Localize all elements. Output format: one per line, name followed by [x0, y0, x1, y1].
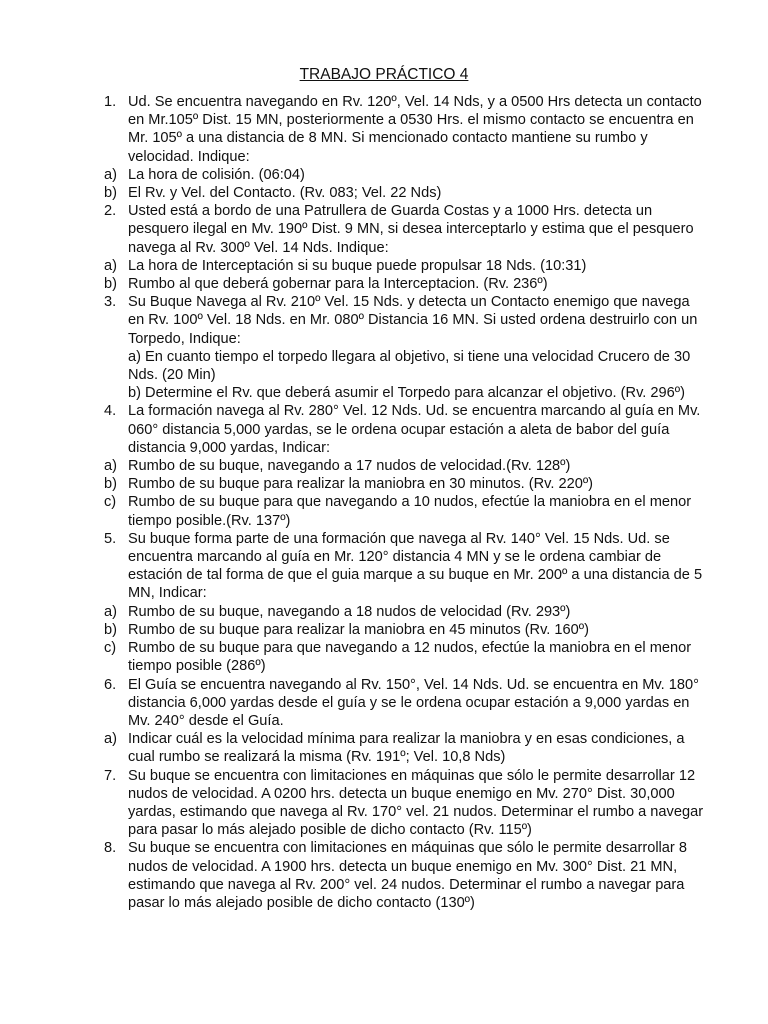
- item-text: Rumbo de su buque para que navegando a 10 nudos, efectúe la maniobra en el menor tiempo posible.(Rv. 137º): [128, 494, 692, 529]
- inline-sub-question: b) Determine el Rv. que deberá asumir el Torpedo para alcanzar el objetivo. (Rv. 296º): [128, 385, 685, 402]
- exercise-item: [104, 93, 704, 166]
- item-marker: a): [104, 257, 117, 274]
- item-text: Su buque se encuentra con limitaciones en máquinas que sólo le permite desarrollar 8 nudos de velocidad. A 1900 hrs. detecta un buque enemigo en Mv. 300° Dist. 21 MN, estimando que navega al Rv. 200° vel. 24 nudos. Determinar el rumbo a navegar para pasar lo más alejado posible de dicho contacto (130º): [128, 840, 687, 911]
- exercise-item: [104, 676, 704, 731]
- item-text: Rumbo al que deberá gobernar para la Interceptacion. (Rv. 236º): [128, 276, 548, 293]
- sub-question: [104, 603, 704, 621]
- item-marker: b): [104, 476, 117, 493]
- item-text: Rumbo de su buque para realizar la maniobra en 30 minutos. (Rv. 220º): [128, 476, 594, 493]
- item-text: Indicar cuál es la velocidad mínima para realizar la maniobra y en esas condiciones, a cual rumbo se realizará la misma (Rv. 191º; Vel. 10,8 Nds): [128, 731, 685, 766]
- sub-question: [104, 621, 704, 639]
- item-text: Usted está a bordo de una Patrullera de Guarda Costas y a 1000 Hrs. detecta un pesquero ilegal en Mv. 190º Dist. 9 MN, si desea interceptarlo y estima que el pesquero navega al Rv. 300º Vel. 14 Nds. Indique:: [128, 203, 694, 256]
- item-marker: 4.: [104, 403, 117, 420]
- item-marker: 7.: [104, 767, 117, 784]
- sub-question: [104, 475, 704, 493]
- exercise-item: [104, 767, 704, 840]
- item-text: Ud. Se encuentra navegando en Rv. 120º, Vel. 14 Nds, y a 0500 Hrs detecta un contacto en Mr.105º Dist. 15 MN, posteriormente a 0530 Hrs. el mismo contacto se encuentra en Mr. 105º a una distancia de 8 MN. Si mencionado contacto mantiene su rumbo y velocidad. Indique:: [128, 94, 702, 165]
- exercise-item: [104, 293, 704, 402]
- item-marker: 3.: [104, 294, 117, 311]
- item-text: El Rv. y Vel. del Contacto. (Rv. 083; Vel. 22 Nds): [128, 185, 442, 202]
- item-marker: 2.: [104, 203, 117, 220]
- sub-question: [104, 257, 704, 275]
- item-marker: 8.: [104, 840, 117, 857]
- item-marker: 1.: [104, 94, 117, 110]
- item-text: La formación navega al Rv. 280° Vel. 12 Nds. Ud. se encuentra marcando al guía en Mv. 060° distancia 5,000 yardas, se le ordena ocupar estación a aleta de babor del guía distancia 9,000 yardas, Indicar:: [128, 403, 701, 456]
- item-text: La hora de Interceptación si su buque puede propulsar 18 Nds. (10:31): [128, 257, 587, 274]
- sub-question: [104, 457, 704, 475]
- exercise-list: [104, 93, 704, 912]
- item-marker: 6.: [104, 676, 117, 693]
- item-marker: a): [104, 603, 117, 620]
- sub-question: [104, 639, 704, 675]
- item-marker: b): [104, 276, 117, 293]
- exercise-item: [104, 839, 704, 912]
- item-marker: a): [104, 458, 117, 475]
- page-title: TRABAJO PRÁCTICO 4: [299, 66, 469, 83]
- inline-sub-question: a) En cuanto tiempo el torpedo llegara al objetivo, si tiene una velocidad Crucero de 30 Nds. (20 Min): [128, 348, 691, 384]
- item-text: La hora de colisión. (06:04): [128, 166, 305, 183]
- item-marker: b): [104, 185, 117, 202]
- item-text: Rumbo de su buque para realizar la maniobra en 45 minutos (Rv. 160º): [128, 621, 589, 638]
- sub-question: [104, 166, 704, 184]
- item-marker: c): [104, 640, 117, 657]
- exercise-item: [104, 530, 704, 603]
- item-text: Rumbo de su buque, navegando a 17 nudos de velocidad.(Rv. 128º): [128, 458, 571, 475]
- item-marker: c): [104, 494, 117, 511]
- item-marker: b): [104, 621, 117, 638]
- exercise-item: [104, 202, 704, 257]
- item-marker: a): [104, 731, 117, 748]
- sub-question: [104, 184, 704, 202]
- sub-question: [104, 493, 704, 529]
- item-marker: 5.: [104, 530, 117, 547]
- exercise-item: [104, 402, 704, 457]
- item-text: Su buque forma parte de una formación que navega al Rv. 140° Vel. 15 Nds. Ud. se encuentra marcando al guía en Mr. 120° distancia 4 MN y se le ordena cambiar de estación de tal forma de que el guia marque a su buque en Mr. 200º a una distancia de 5 MN, Indicar:: [128, 530, 703, 602]
- sub-question: [104, 730, 704, 766]
- item-marker: a): [104, 166, 117, 183]
- item-text: Rumbo de su buque, navegando a 18 nudos de velocidad (Rv. 293º): [128, 603, 571, 620]
- sub-question: [104, 275, 704, 293]
- item-text: Rumbo de su buque para que navegando a 12 nudos, efectúe la maniobra en el menor tiempo posible (286º): [128, 640, 692, 675]
- item-text: Su buque se encuentra con limitaciones en máquinas que sólo le permite desarrollar 12 nudos de velocidad. A 0200 hrs. detecta un buque enemigo en Mv. 270° Dist. 30,000 yardas, estimando que navega al Rv. 170° vel. 21 nudos. Determinar el rumbo a navegar para pasar lo más alejado posible de dicho contacto (Rv. 115º): [128, 767, 704, 839]
- item-text: El Guía se encuentra navegando al Rv. 150°, Vel. 14 Nds. Ud. se encuentra en Mv. 180° distancia 6,000 yardas desde el guía y se le ordena ocupar estación a 9,000 yardas en Mv. 240° desde el Guía.: [128, 676, 699, 729]
- item-text: Su Buque Navega al Rv. 210º Vel. 15 Nds. y detecta un Contacto enemigo que navega en Rv. 100º Vel. 18 Nds. en Mr. 080º Distancia 16 MN. Si usted ordena destruirlo con un Torpedo, Indique:: [128, 294, 698, 347]
